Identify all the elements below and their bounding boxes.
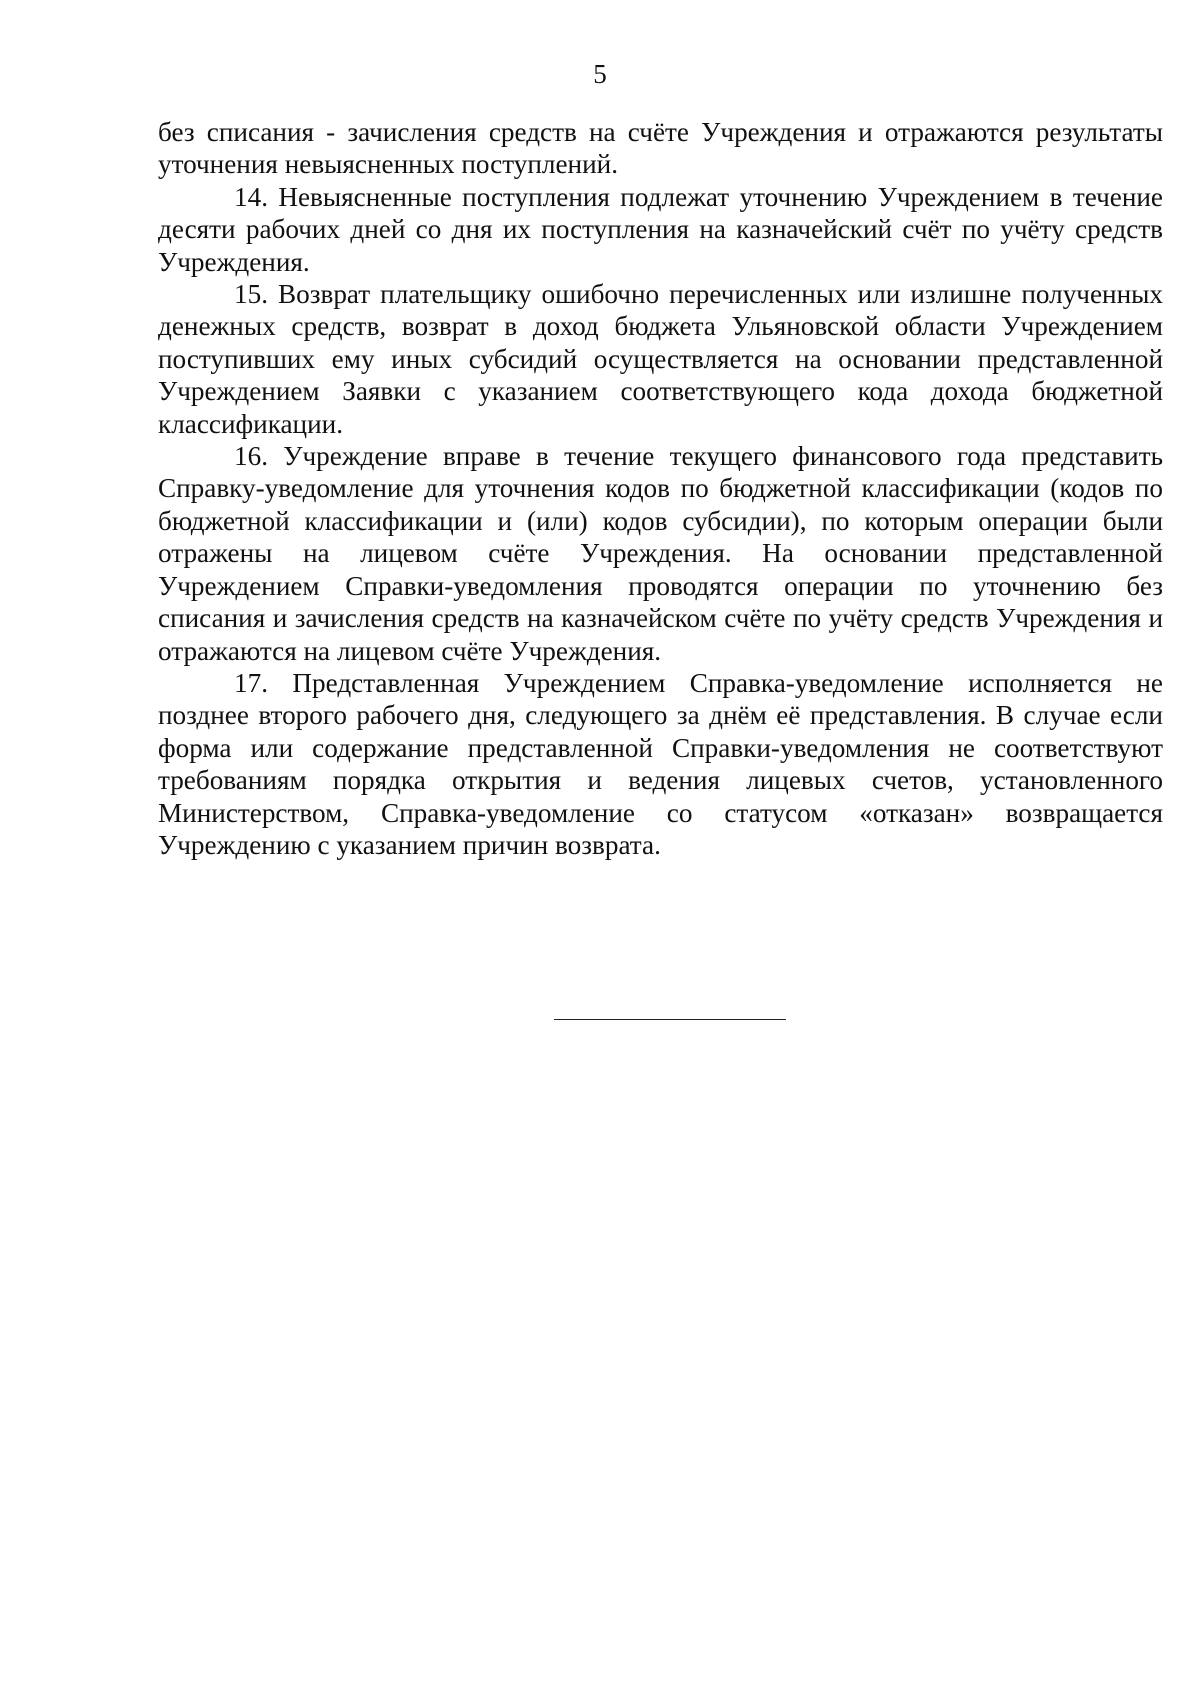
paragraph-continuation: без списания - зачисления средств на счёте Учреждения и отражаются результаты уточнения невыясненных поступлений.: [158, 117, 1163, 180]
page-number: 5: [593, 59, 607, 89]
end-of-document-rule: [554, 1019, 786, 1020]
paragraph-17: 17. Представленная Учреждением Справка-уведомление исполняется не позднее второго рабочего дня, следующего за днём её представления. В случае если форма или содержание представленной Справки-уведомления не соответствуют требованиям порядка открытия и ведения лицевых счетов, установленного Министерством, Справка-уведомление со статусом «отказан» возвращается Учреждению с указанием причин возврата.: [158, 667, 1163, 860]
paragraph-15: 15. Возврат плательщику ошибочно перечисленных или излишне полученных денежных средств, возврат в доход бюджета Ульяновской области Учреждением поступивших ему иных субсидий осуществляется на основании представленной Учреждением Заявки с указанием соответствующего кода дохода бюджетной классификации.: [158, 279, 1163, 439]
document-body: [158, 116, 1163, 861]
paragraph-14: 14. Невыясненные поступления подлежат уточнению Учреждением в течение десяти рабочих дней со дня их поступления на казначейский счёт по учёту средств Учреждения.: [158, 181, 1163, 277]
paragraph-16: 16. Учреждение вправе в течение текущего финансового года представить Справку-уведомление для уточнения кодов по бюджетной классификации (кодов по бюджетной классификации и (или) кодов субсидии), по которым операции были отражены на лицевом счёте Учреждения. На основании представленной Учреждением Справки-уведомления проводятся операции по уточнению без списания и зачисления средств на казначейском счёте по учёту средств Учреждения и отражаются на лицевом счёте Учреждения.: [158, 441, 1163, 666]
